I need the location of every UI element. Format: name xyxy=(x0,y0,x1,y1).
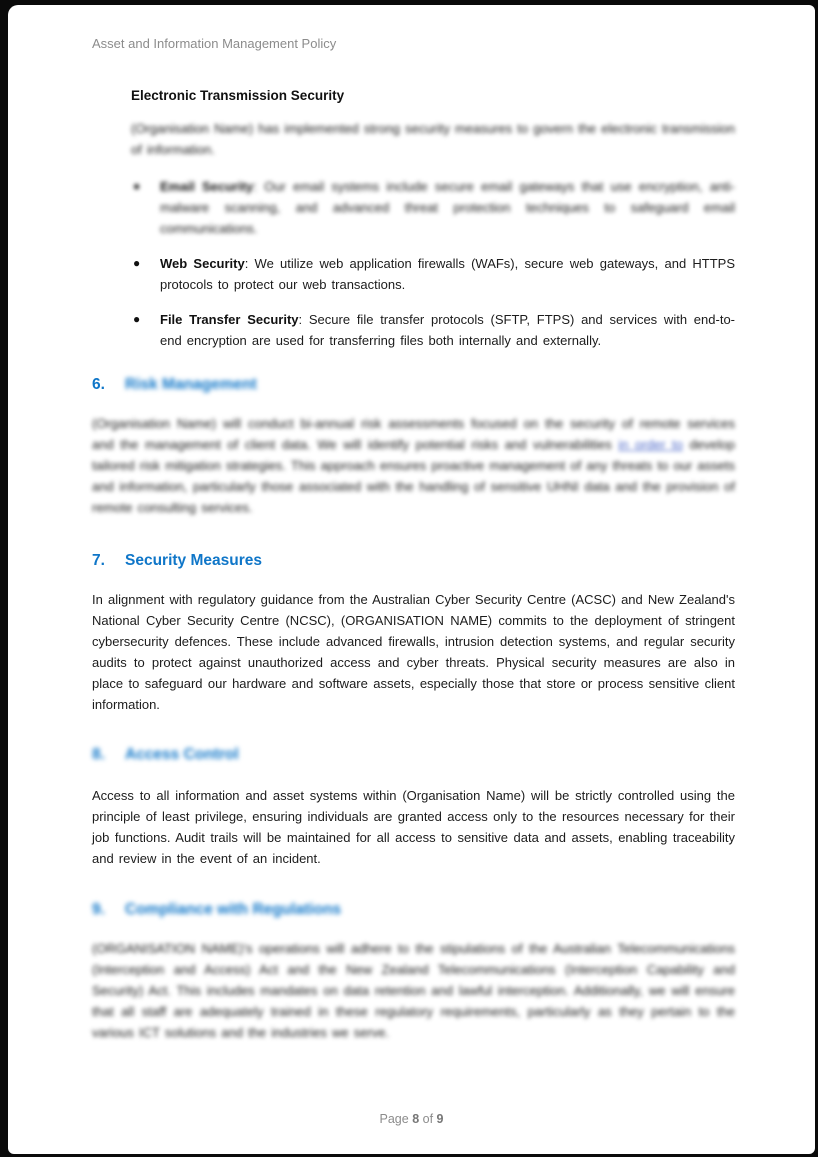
bullet-web-security-label: Web Security xyxy=(160,256,245,271)
section-heading-risk-management xyxy=(92,375,735,394)
bullet-email-security xyxy=(133,176,735,239)
bullet-dot-icon: ● xyxy=(133,256,141,270)
electronic-transmission-intro: (Organisation Name) has implemented strong security measures to govern the electronic transmission of information. xyxy=(131,121,735,157)
risk-management-text-before-link: (Organisation Name) will conduct bi-annual risk assessments focused on the security of remote services and the management of client data. We will identify potential risks and vulnerabilities xyxy=(92,416,735,452)
page-footer xyxy=(8,1112,815,1126)
bullet-file-transfer-security-label: File Transfer Security xyxy=(160,312,299,327)
risk-management-body xyxy=(92,413,735,518)
section-heading-compliance xyxy=(92,900,735,919)
document-header-title: Asset and Information Management Policy xyxy=(92,36,337,51)
security-bullet-list xyxy=(92,176,735,351)
section-title: Access Control xyxy=(125,746,239,763)
subsection-title-electronic-transmission-security: Electronic Transmission Security xyxy=(131,88,345,103)
section-heading-security-measures xyxy=(92,551,735,570)
bullet-file-transfer-security-body: : Secure file transfer protocols (SFTP, FTPS) and services with end-to-end encryption are used for transferring files both internally and externally. xyxy=(160,312,735,348)
bullet-email-security-label: Email Security xyxy=(160,179,254,194)
section-title: Risk Management xyxy=(125,376,257,393)
bullet-web-security-body: : We utilize web application firewalls (WAFs), secure web gateways, and HTTPS protocols to protect our web transactions. xyxy=(160,256,736,292)
access-control-body: Access to all information and asset systems within (Organisation Name) will be strictly controlled using the principle of least privilege, ensuring individuals are granted access only to the resources necessary for their job functions. Audit trails will be maintained for all access to sensitive data and assets, enabling traceability and review in the event of an incident. xyxy=(92,788,735,866)
section-title: Security Measures xyxy=(125,552,262,569)
document-page xyxy=(8,5,815,1154)
compliance-body: (ORGANISATION NAME)'s operations will adhere to the stipulations of the Australian Telecommunications (Interception and Access) Act and the New Zealand Telecommunications (Interception Capability and Security) Act. This includes mandates on data retention and lawful interception. Additionally, we will ensure that all staff are adequately trained in these regulatory requirements, particularly as they pertain to the various ICT solutions and the industries we serve. xyxy=(92,941,735,1040)
security-measures-body: In alignment with regulatory guidance from the Australian Cyber Security Centre (ACSC) and New Zealand's National Cyber Security Centre (NCSC), (ORGANISATION NAME) commits to the deployment of stringent cybersecurity defences. These include advanced firewalls, intrusion detection systems, and regular security audits to protect against unauthorized access and cyber threats. Physical security measures are also in place to safeguard our hardware and software assets, especially those that store or process sensitive client information. xyxy=(92,592,735,712)
footer-of-word: of xyxy=(422,1112,434,1126)
section-number: 7. xyxy=(92,552,105,569)
bullet-file-transfer-security xyxy=(133,309,735,351)
section-number: 8. xyxy=(92,746,105,763)
bullet-dot-icon: ● xyxy=(133,312,141,326)
inline-hyperlink[interactable]: in order to xyxy=(618,437,683,452)
section-number: 9. xyxy=(92,901,105,918)
bullet-web-security-text xyxy=(160,253,735,295)
footer-total-pages: 9 xyxy=(436,1112,444,1126)
footer-page-number: 8 xyxy=(412,1112,420,1126)
section-heading-access-control xyxy=(92,745,735,764)
section-title: Compliance with Regulations xyxy=(125,901,342,918)
section-number: 6. xyxy=(92,376,105,393)
bullet-web-security xyxy=(133,253,735,295)
bullet-email-security-text xyxy=(160,176,735,239)
bullet-file-transfer-security-text xyxy=(160,309,735,351)
bullet-email-security-body: : Our email systems include secure email gateways that use encryption, anti-malware scanning, and advanced threat protection techniques to safeguard email communications. xyxy=(160,179,735,236)
footer-page-word: Page xyxy=(379,1112,409,1126)
risk-management-text-after-link: develop tailored risk mitigation strategies. This approach ensures proactive management of any threats to our assets and information, particularly those associated with the handling of sensitive UHNI data and the provision of remote consulting services. xyxy=(92,437,735,515)
bullet-dot-icon: ● xyxy=(133,179,141,193)
